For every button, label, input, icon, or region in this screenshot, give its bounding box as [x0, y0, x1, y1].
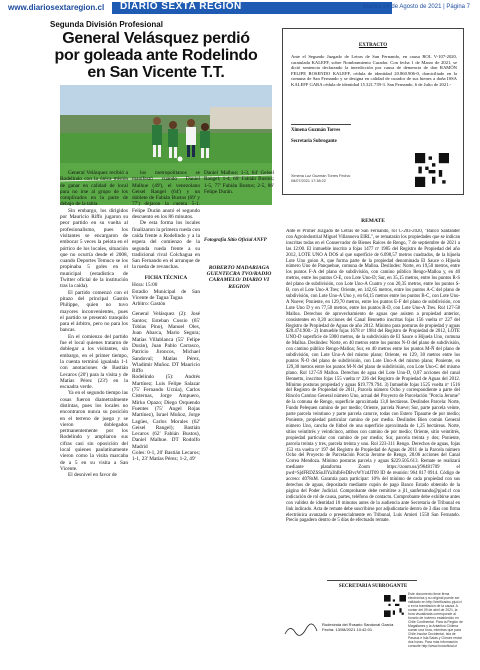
page-header [0, 0, 480, 16]
signature-mark-icon [282, 621, 320, 639]
newspaper-title: DIARIO SEXTA REGIÓN [120, 1, 242, 12]
paragraph: los metropolitanos se manifestó cuando Daniel Malhue (49'), el venezolano Geisel Rangel (64') y un doblete de Fabián Bustos (69' y 77') dejaron la cuenta 5-1. Felipe Durán anotó el segundo descuento en los 86 minutos. [132, 170, 200, 221]
paragraph: En el comienzo del partido fue el local quienes trataron de doblegar a los visitantes, sin embargo, en el primer tiempo, la cuenta terminó igualada 1-1 con anotaciones de Bastián Lecaros (20') para la visita y de Matías Pérez (23') en la escuadra verde. [60, 333, 128, 391]
signature-line [291, 124, 351, 125]
paragraph: El desnivel en favor de [68, 472, 117, 479]
signer-role: Secretaria Subrogante [291, 139, 337, 144]
legal-notice-extract [282, 28, 464, 195]
section-label: Segunda División Profesional [50, 20, 163, 29]
notice-body: Ante el Segundo Juzgado de Letras de San Fernando, en causa ROL V-107-2020, caratulada KALEFF, sobre Nombramiento Curador. Con fecha 1 de Marzo de 2021, se dictó sentencia declarando la interdicción por causa de demencia de don RAMÓN FELIPE ROSENDO KALEFF, cédula de identidad 20.860.906-0, domiciliado en la comuna de San Fernando y se designa en calidad de curador de sus bienes a doña ISSA KALEFF GARA cédula de identidad 15.321.739-3. San Fernando, 6 de Julio de 2021.- [291, 54, 457, 87]
date-and-page: Martes 24 de Agosto de 2021 | Página 7 [363, 4, 470, 10]
author-byline: ROBERTO MADARIAGA GUENTECRA TVO/RADIO CARAMELO/ DIARIO VI REGION [206, 265, 272, 290]
ball [178, 157, 183, 162]
electronic-signature-stamp: Ximena Luz Guzman Torres Fecha: 08/07/2021 17:38:22 [291, 174, 351, 183]
paragraph: Ya en el segundo tiempo las cosas fueron diametralmente distintas, pues los locales no encontraron nunca su posición en el terreno de juego y se vieron doblegados permanentemente por los Rodelindo y ampliaron sus cifras casi sin oposición del local quienes paulatinamente vieron como la visita marcaba de a 5 en su visita a San Vicente. [60, 390, 128, 472]
notice-title: EXTRACTO [358, 43, 388, 48]
signer-stamp [322, 622, 393, 632]
qr-code-icon[interactable] [415, 153, 449, 187]
signature-line [327, 580, 417, 581]
article-column-1 [60, 170, 128, 565]
article-headline: General Velásquez perdió por goleada ante Rodelindo en San Vicente T.T. [54, 30, 258, 81]
signer-name: Rudecinda del Rosario Sandoval García [322, 622, 394, 627]
match-sheet-line: Rodelindo (5): Andrés Martínez; Luis Felipe Salazar (75' Fernando Urzúa), Carlos Cisternas, Jorge Ampuero, Mirko Opazo; Diego Orquendo Fuentes (75' Angel Rojas Martínez), Israel Muñoz, Jorge Lagües, Carlos Morales (62' Geisel Rangel); Bastián Lecaros (62' Fabián Bustos), Daniel Malhue. DT Rodolfo Madrid [132, 374, 200, 450]
paragraph: Daniel Malhue; 1-3, 64' Geisel Rangel; 1-4, 69' Fabián Bustos; 1-5, 77' Fabián Bustos; 2-5, 86' Felipe Durán. [204, 170, 274, 195]
signer-role: SECRETARIA SUBROGANTE [338, 584, 408, 589]
match-sheet [132, 275, 200, 463]
match-sheet-line: General Velásquez (2): José Santos; Esteban Cossio (65' Tobías Pino), Manuel Oles, Juan Abarca, Mario Segura; Matías Villablanca (55' Felipe Durán), Juan Pablo Carrasco, Patricio Jironcos, Michael Sandoval; Matías Pérez, Wladimir Muñoz. DT Mauricio Riffo [132, 311, 200, 375]
match-sheet-line: Hora: 15:00 [132, 282, 158, 289]
match-sheet-line: Estadio Municipal de San Vicente de Tagua Tagua [132, 288, 200, 301]
site-url[interactable]: www.diariosextaregion.cl [8, 3, 105, 12]
qr-code-icon[interactable] [384, 595, 406, 617]
signature-date: Fecha: 13/08/2021 10:42:01 [322, 627, 373, 632]
notice-body: Ante el Primer Juzgado de Letras de San Fernando, rol C-203-2020, "Banco Santander con Agroindustrial Miguel Villanueva EIRL", se rematarán los propiedades que se indican inscritas todas en el Conservador de Bienes Raíces de Rengo, 7 de septiembre de 2021 a las 12:00. El inmueble inscrito a fojas 1477 nº 1985 del Registro de Propiedad del año 2012, LOTE UNO A DOS al que superficie de 6.098,57 metros cuadrados, de la hijuela Lote Uno guion A, que forma parte de la propiedad denominada El Sauce o Hijuela número Uno de Panquehue, comuna de Malloa. Deslindes: Norte, en 19,50 metros, entre los puntos F-A del plano de subdivisión, con camino público Rengo-Malloa y, en 40 metros, entre los puntos O-E, con Lote Uno-D; Sur, en 35,15 metros, entre los puntos R-S del plano de subdivisión, con Lote Uno-A Cuatro y con 20,35 metros, entre los puntos S-B, con el Lote Uno-A Tres; Oriente, en 142,65 metros, entre los puntos A-C del plano de subdivisión, con Lote Uno-A Uno y, en 64,15 metros entre los puntos B-C, con Lote Uno-A Nueve; Poniente, en 129,70 metros, entre los puntos E-F del plano de subdivisión, con Lote Uno D y en 77,50 metros, entre los puntos R-D, con Lote Uno-A Tres. Rol 127-58 Malloa. Derechos de aprovechamiento de aguas que asisten a propiedad anterior, consistentes en 0,20 acciones del Canal Bennetto inscritas fojas 156 vuelta nº 227 del Registro de Propiedad de Aguas de año 2012. Mínimo para posturas de propiedad y aguas $20.474.900.- 2) Inmueble fojas 1678 nº 1984 del Registro de Propiedad de 2012, LOTE UNO-D superficie de 5900 metros, de la subdivisión de El Sauce o Hijuela Uno, comuna de Malloa. Deslindes: Norte, en 40 metros entre los puntos N-O del plano de subdivisión, con camino público Rengo-Malloa; Sur, en 40 metros entre los puntos M-Ñ del plano de subdivisión, con Lote Uno-A del mismo plano; Oriente, en 129, 30 metros entre los puntos Ñ-O del plano de subdivisión, con Lote Uno-A del mismo plano; Poniente, en 129,30 metros entre los puntos M-N del plano de subdivisión, con Lote Uno-C del mismo plano. Rol 127-59 Malloa. Derechos de agua del Lote Uno-D, 0,07 acciones del canal Bennetto, inscritos fojas 155 vuelta nº 226 del Registro de Propiedad de Aguas del 2012. Mínimo posturas propiedad y aguas $19.779.794. 3) Inmueble fojas 1525 vuelta nº 1516 del Registro de Propiedad de 2011, Parcela número Ocho y correspondiente a parte del Rincón Camino General número Uno, actual del Proyecto de Parcelación "Porcia Jerome" de la comuna de Rengo, superficie aproximada 13,8 hectáreas. Deslindes Parcela: Norte, Fundo Pelequen camino de por medio; Oriente, parcela Nueve; Sur, parte parcela veinte, parte parcela veintiuno y parte parcela catorce, todas con Estero Tipaume de por medio; Poniente, propiedad particular camino de por medio. Deslindes Bien común General número Uno, cancha de fútbol de una superficie aproximada de 1,25 hectáreas. Norte, sitios veintitrés y veinticinco, ambos con camino de por medio; Oriente, sitio veintitrés, propiedad particular con camino de por medio; Sur, parcela treinta y dos; Poniente, parcela treinta y tres, parcela treinta y uno. Rol 223-311 Rengo. Derechos de aguas, fojas 153 vta vuelta nº 197 del Registro de Propiedad de Aguas de 2011 de la Parcela número Ocho del Proyecto de Parcelación Porcia Jerome de Rengo, 28.06 acciones del Canal Correa Mendoza. Mínimo posturas parcela y aguas $229.505.613. Remate se realizará mediante plataforma Zoom https://zoom.us/j/96481709 el pwd=SjdFRDZSSnJIYa3hIbFeDBvcWYzdJT09 ID de reunión: 964 817 0914. Código de acceso: d078sM. Garantía para participar: 10% del mínimo de cada propiedad con sus derechos de aguas, depositado mediante cupón de pago Banco Estado obtenido de la página del Poder Judicial. Comprobante debe remitirse a jl1_sanfernando@pjud.cl con indicación de rol de causa, partes, teléfono de contacto. Comprobante debe exhibirse antes con validez de identidad 10 minutos antes de la audiencia ante Secretaria de Tribunal en link indicado. Acta de remate debe suscribirse por adjudicatario dentro de 3 días con firma electrónica avanzada o presencialmente en Tribunal, Luis Amieri 1550 San Fernando. Precio pagadero dentro de 5 días de efectuado remate. [286, 229, 460, 524]
signer-name: Ximena Guzmán Torres [291, 128, 341, 133]
paragraph: Sin embargo, los dirigidos por Mauricio Riffo jugaron su peor partido en su vuelta al profesionalismo, pues los visitantes se encargaron de embocar 5 veces la pelota en el pórtico de los locales, situación que no ocurría desde el 2008, cuando Deportes Temuco se los propinaba 5 goles en el municipal (estadística de Twitter oficial de la institución tras la caída). [60, 207, 128, 290]
legal-notice-auction [282, 215, 464, 655]
match-sheet-line: Goles: 0-1, 20' Bastián Lecaros; 1-1, 23' Matías Pérez; 1-2, 49' [132, 450, 200, 463]
notice-title: REMATE [361, 218, 385, 224]
match-sheet-title: FICHA TÉCNICA [144, 275, 188, 281]
paragraph: General Velásquez recibió a Rodelindo con la única misión de ganar en calidad de local para no irse al grupo de los complicados en la parte de debajo de la tabla. [60, 170, 128, 208]
paragraph: De esta forma los locales finalizaron la primera rueda con caída frente a Rodelindo y a la espera del comienzo de la segunda rueda frente a su tradicional rival Colchagua en San Fernando en el arranque de la rueda de revanchas. [132, 220, 200, 271]
verification-note: Este documento tiene firma electrónica y su original puede ser validado en http://verificadoc.pjud.cl o en la tramitación de la causa. A contar del 09 de abril de 2021, la hora visualizada corresponde al horario de invierno establecido en Chile Continental. Para la Región de Magallanes y la Antártica Chilena sumar una hora, mientras que para Chile Insular Occidental, Isla de Pascua e Isla Salas y Gómez restar dos horas. Para más información consulte http://www.horaoficial.cl [408, 592, 463, 648]
match-sheet-line: Arbitro: Gastón [132, 301, 166, 308]
paragraph: El partido comenzó con el pitazo del principal Gastón Philippe, quien no tuvo mayores inconvenientes, pues el partido se presentó tranquilo para el árbitro, pero no para los bancas. [60, 289, 128, 334]
photo-credit: Fotografía Sitio Oficial ANFP [204, 238, 267, 243]
